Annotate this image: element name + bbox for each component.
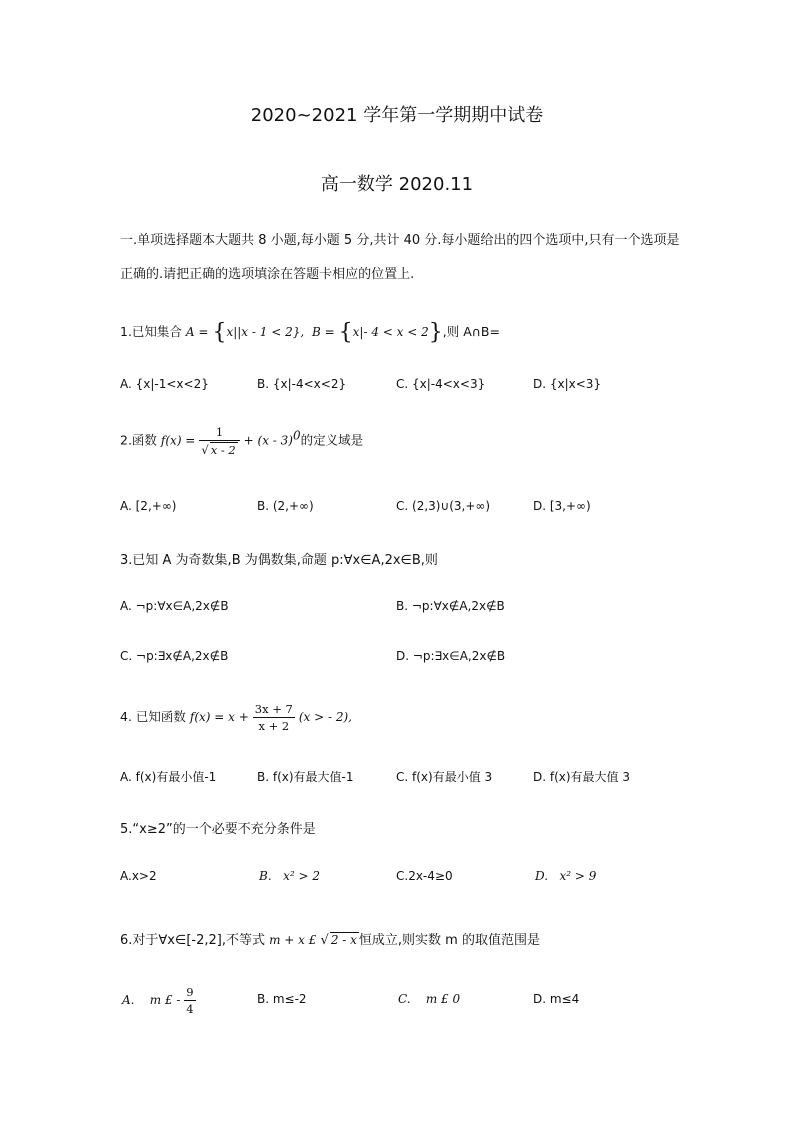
q2-option-c: C. (2,3)∪(3,+∞) [396,499,491,513]
q4-fraction [253,702,295,733]
q5-option-c: C.2x-4≥0 [396,869,453,883]
q2-exponent: 0 [293,428,301,443]
q2-fraction [199,425,239,457]
question-5-stem: 5.“x≥2”的一个必要不充分条件是 [120,822,316,837]
q2-option-d: D. [3,+∞) [533,499,591,513]
section-heading: 一.单项选择题本大题共 8 小题,每小题 5 分,共计 40 分.每小题给出的四个选项中,只有一个选项是正确的.请把正确的选项填涂在答题卡相应的位置上. [120,233,680,282]
q6-prefix: 6.对于∀x∈[-2,2],不等式 [120,933,265,948]
q4-option-a: A. f(x)有最小值-1 [120,770,217,784]
q6-option-a-numerator: 9 [186,985,194,999]
q6-option-a [122,985,196,1016]
sqrt-icon: √ [320,933,329,948]
question-1-stem: 1.已知集合 A = {x||x - 1 < 2}, B = {x|- 4 < x < 2},则 A∩B= [120,320,500,345]
q5-option-b-expr: x² > 2 [283,869,320,883]
q4-fx: f(x) = x + [189,710,249,724]
q3-option-a: A. ¬p:∀x∈A,2x∉B [120,599,229,613]
question-3-stem: 3.已知 A 为奇数集,B 为偶数集,命题 p:∀x∈A,2x∈B,则 [120,553,438,568]
q6-sqrt-body: 2 - x [330,933,357,947]
q6-option-c-expr: m £ 0 [425,992,461,1006]
q2-fraction-denominator: x - 2 [210,443,236,457]
q6-option-a-expr: m £ - [149,993,181,1007]
q5-option-d-label: D. [535,869,549,883]
q5-option-b [259,869,320,883]
q1-right-brace-b: } [428,320,443,345]
q1-option-c: C. {x|-4<x<3} [396,377,486,391]
q6-option-a-label: A. [122,993,135,1007]
q4-option-b: B. f(x)有最大值-1 [257,770,354,784]
q1-left-brace-b: { [338,320,353,345]
q2-prefix: 2.函数 [120,432,157,448]
q6-option-c [398,992,460,1006]
q6-option-b: B. m≤-2 [257,992,307,1006]
q1-set-b-name: B = [311,325,335,339]
q1-suffix: ,则 A∩B= [442,324,500,339]
q2-fraction-numerator: 1 [199,425,239,441]
q2-option-b: B. (2,+∞) [257,499,314,513]
q1-prefix: 1.已知集合 [120,324,182,339]
q6-expr: m + x £ [269,933,317,947]
q1-set-a-body: x||x - 1 < 2} [226,325,301,339]
q4-option-c: C. f(x)有最小值 3 [396,770,493,784]
q2-option-a: A. [2,+∞) [120,499,177,513]
q1-option-d: D. {x|x<3} [533,377,602,391]
q2-fx: f(x) = [160,433,196,448]
q5-option-d [535,869,596,883]
q1-set-b-body: x|- 4 < x < 2 [352,325,429,339]
q4-fraction-numerator: 3x + 7 [254,702,293,716]
q5-option-b-label: B. [259,869,272,883]
question-2-stem [120,425,363,457]
q6-option-a-denominator: 4 [186,1002,194,1016]
q5-option-a: A.x>2 [120,869,157,883]
q1-left-brace-a: { [212,320,227,345]
question-4-stem [120,702,352,733]
q4-condition: (x > - 2), [298,710,352,724]
q4-fraction-denominator: x + 2 [258,719,290,733]
q4-prefix: 4. 已知函数 [120,709,186,724]
q1-option-a: A. {x|-1<x<2} [120,377,209,391]
q3-option-b: B. ¬p:∀x∉A,2x∉B [396,599,505,613]
q6-suffix: 恒成立,则实数 m 的取值范围是 [358,933,540,948]
q1-option-b: B. {x|-4<x<2} [257,377,347,391]
q6-option-d: D. m≤4 [533,992,580,1006]
q1-set-a-name: A = [185,325,209,339]
q5-option-d-expr: x² > 9 [559,869,597,883]
q6-option-c-label: C. [398,992,411,1006]
q3-option-d: D. ¬p:∃x∈A,2x∉B [396,649,506,663]
q6-option-a-fraction [184,985,195,1016]
sqrt-icon: √ [201,443,209,457]
exam-subtitle: 高一数学 2020.11 [320,174,474,195]
exam-title: 2020~2021 学年第一学期期中试卷 [250,105,544,126]
q3-option-c: C. ¬p:∃x∉A,2x∉B [120,649,229,663]
question-6-stem [120,929,540,948]
q2-rest: + (x - 3) [243,433,293,448]
q4-option-d: D. f(x)有最大值 3 [533,770,631,784]
q2-suffix: 的定义域是 [300,432,364,448]
